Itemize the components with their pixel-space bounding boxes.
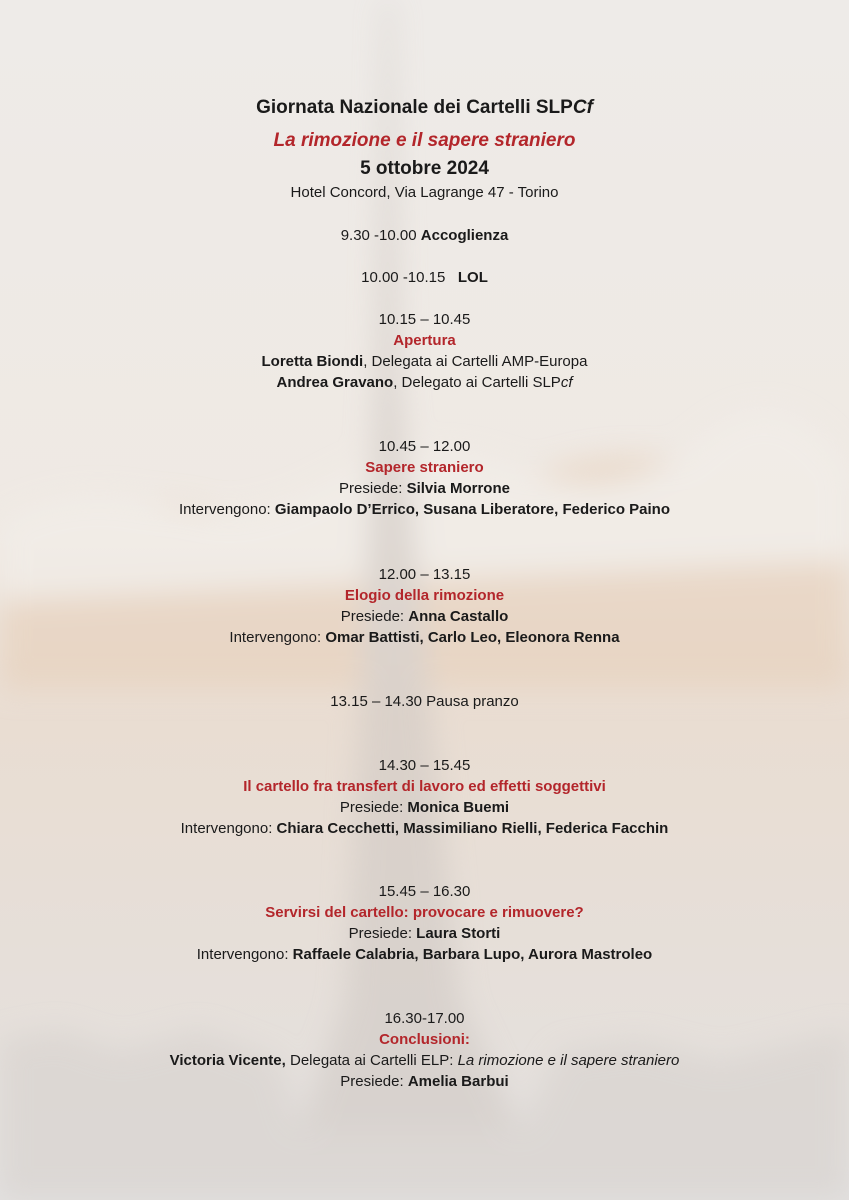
- speaker-line: Victoria Vicente, Delegata ai Cartelli ELP: La rimozione e il sapere straniero: [169, 1052, 680, 1069]
- session-title: Conclusioni:: [379, 1031, 470, 1048]
- session-time: 14.30 – 15.45: [378, 757, 471, 774]
- session-time: 12.00 – 13.15: [378, 566, 471, 583]
- session-lunch: 13.15 – 14.30 Pausa pranzo: [330, 693, 519, 710]
- speakers-line: Intervengono: Omar Battisti, Carlo Leo, Eleonora Renna: [229, 629, 620, 646]
- session-title: Apertura: [393, 332, 456, 349]
- event-venue: Hotel Concord, Via Lagrange 47 - Torino: [290, 184, 559, 201]
- chair-line: Presiede: Amelia Barbui: [340, 1073, 509, 1090]
- page-subtitle: La rimozione e il sapere straniero: [273, 130, 576, 151]
- session-title: Il cartello fra transfert di lavoro ed effetti soggettivi: [243, 778, 606, 795]
- session-welcome: 9.30 -10.00 Accoglienza: [340, 227, 509, 244]
- speaker-line: Andrea Gravano, Delegato ai Cartelli SLPcf: [276, 374, 573, 391]
- speakers-line: Intervengono: Chiara Cecchetti, Massimiliano Rielli, Federica Facchin: [180, 820, 669, 837]
- session-title: Servirsi del cartello: provocare e rimuovere?: [265, 904, 584, 921]
- session-time: 10.15 – 10.45: [378, 311, 471, 328]
- page-title: Giornata Nazionale dei Cartelli SLPCf: [256, 97, 593, 118]
- chair-line: Presiede: Silvia Morrone: [339, 480, 510, 497]
- event-date: 5 ottobre 2024: [360, 158, 489, 179]
- chair-line: Presiede: Monica Buemi: [339, 799, 510, 816]
- speakers-line: Intervengono: Giampaolo D’Errico, Susana Liberatore, Federico Paino: [178, 501, 670, 518]
- speaker-line: Loretta Biondi, Delegata ai Cartelli AMP-Europa: [261, 353, 588, 370]
- speakers-line: Intervengono: Raffaele Calabria, Barbara Lupo, Aurora Mastroleo: [196, 946, 653, 963]
- session-time: 10.45 – 12.00: [378, 438, 471, 455]
- session-title: Sapere straniero: [365, 459, 484, 476]
- chair-line: Presiede: Anna Castallo: [340, 608, 509, 625]
- session-time: 15.45 – 16.30: [378, 883, 471, 900]
- session-time: 16.30-17.00: [384, 1010, 465, 1027]
- session-title: Elogio della rimozione: [344, 587, 505, 604]
- chair-line: Presiede: Laura Storti: [348, 925, 501, 942]
- session-lol: 10.00 -10.15 LOL: [361, 269, 488, 286]
